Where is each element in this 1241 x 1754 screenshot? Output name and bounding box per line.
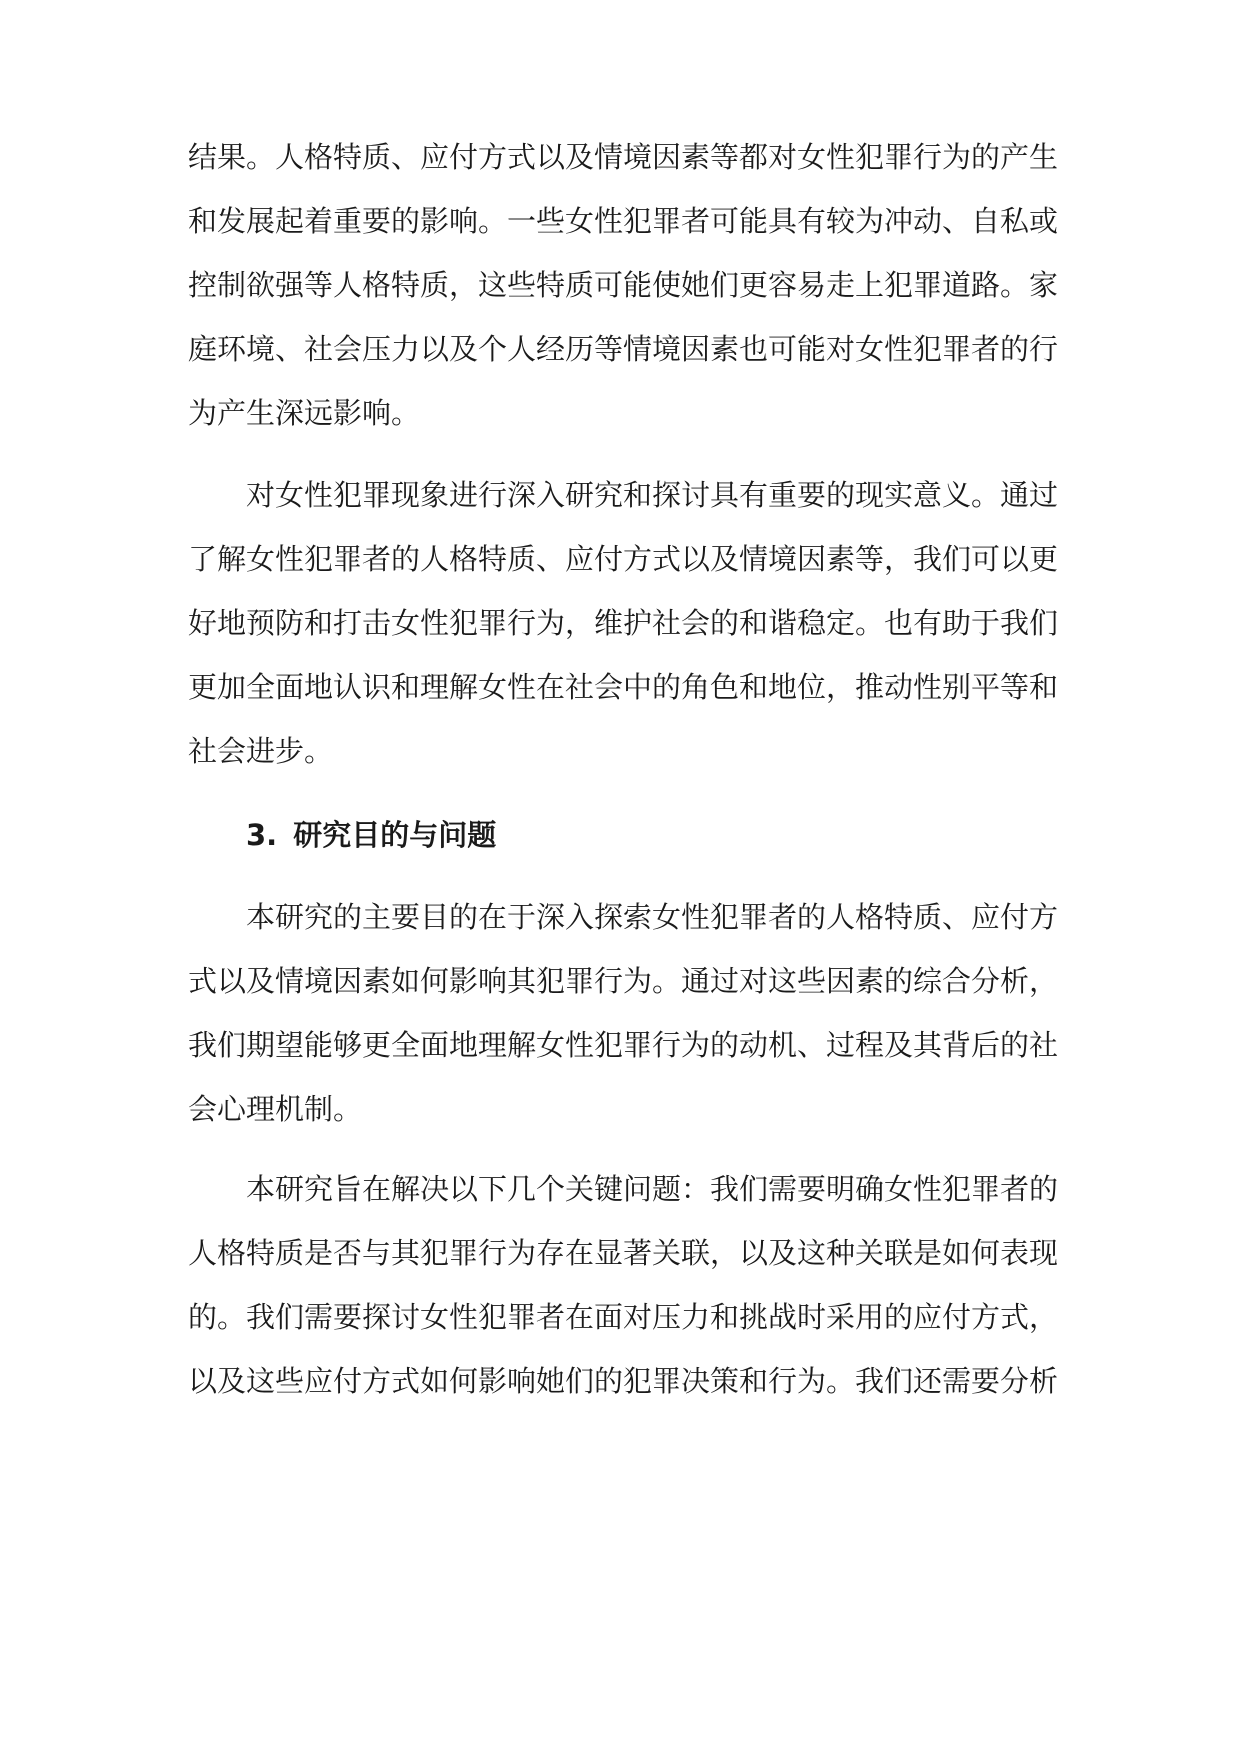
paragraph-line: 会心理机制。 (188, 1092, 363, 1126)
paragraph-line: 好地预防和打击女性犯罪行为，维护社会的和谐稳定。也有助于我们 (188, 606, 1059, 640)
section-number: 3. (246, 818, 278, 852)
section-title: 研究目的与问题 (293, 818, 497, 852)
paragraph-line: 以及这些应付方式如何影响她们的犯罪决策和行为。我们还需要分析 (188, 1364, 1059, 1398)
paragraph-line: 人格特质是否与其犯罪行为存在显著关联，以及这种关联是如何表现 (188, 1236, 1059, 1270)
paragraph-line: 本研究旨在解决以下几个关键问题：我们需要明确女性犯罪者的 (246, 1172, 1059, 1206)
paragraph-line: 本研究的主要目的在于深入探索女性犯罪者的人格特质、应付方 (246, 900, 1059, 934)
paragraph-line: 了解女性犯罪者的人格特质、应付方式以及情境因素等，我们可以更 (188, 542, 1059, 576)
paragraph-line: 的。我们需要探讨女性犯罪者在面对压力和挑战时采用的应付方式， (188, 1300, 1059, 1334)
paragraph-line: 式以及情境因素如何影响其犯罪行为。通过对这些因素的综合分析， (188, 964, 1059, 998)
paragraph-line: 我们期望能够更全面地理解女性犯罪行为的动机、过程及其背后的社 (188, 1028, 1059, 1062)
paragraph-line: 控制欲强等人格特质，这些特质可能使她们更容易走上犯罪道路。家 (188, 268, 1059, 302)
section-heading (246, 798, 1060, 873)
paragraph-line: 为产生深远影响。 (188, 396, 421, 430)
paragraph-line: 和发展起着重要的影响。一些女性犯罪者可能具有较为冲动、自私或 (188, 204, 1059, 238)
paragraph-line: 更加全面地认识和理解女性在社会中的角色和地位，推动性别平等和 (188, 670, 1059, 704)
paragraph-line: 社会进步。 (188, 734, 334, 768)
paragraph-line: 结果。人格特质、应付方式以及情境因素等都对女性犯罪行为的产生 (188, 140, 1059, 174)
paragraph-line: 庭环境、社会压力以及个人经历等情境因素也可能对女性犯罪者的行 (188, 332, 1059, 366)
paragraph-line: 对女性犯罪现象进行深入研究和探讨具有重要的现实意义。通过 (246, 478, 1059, 512)
